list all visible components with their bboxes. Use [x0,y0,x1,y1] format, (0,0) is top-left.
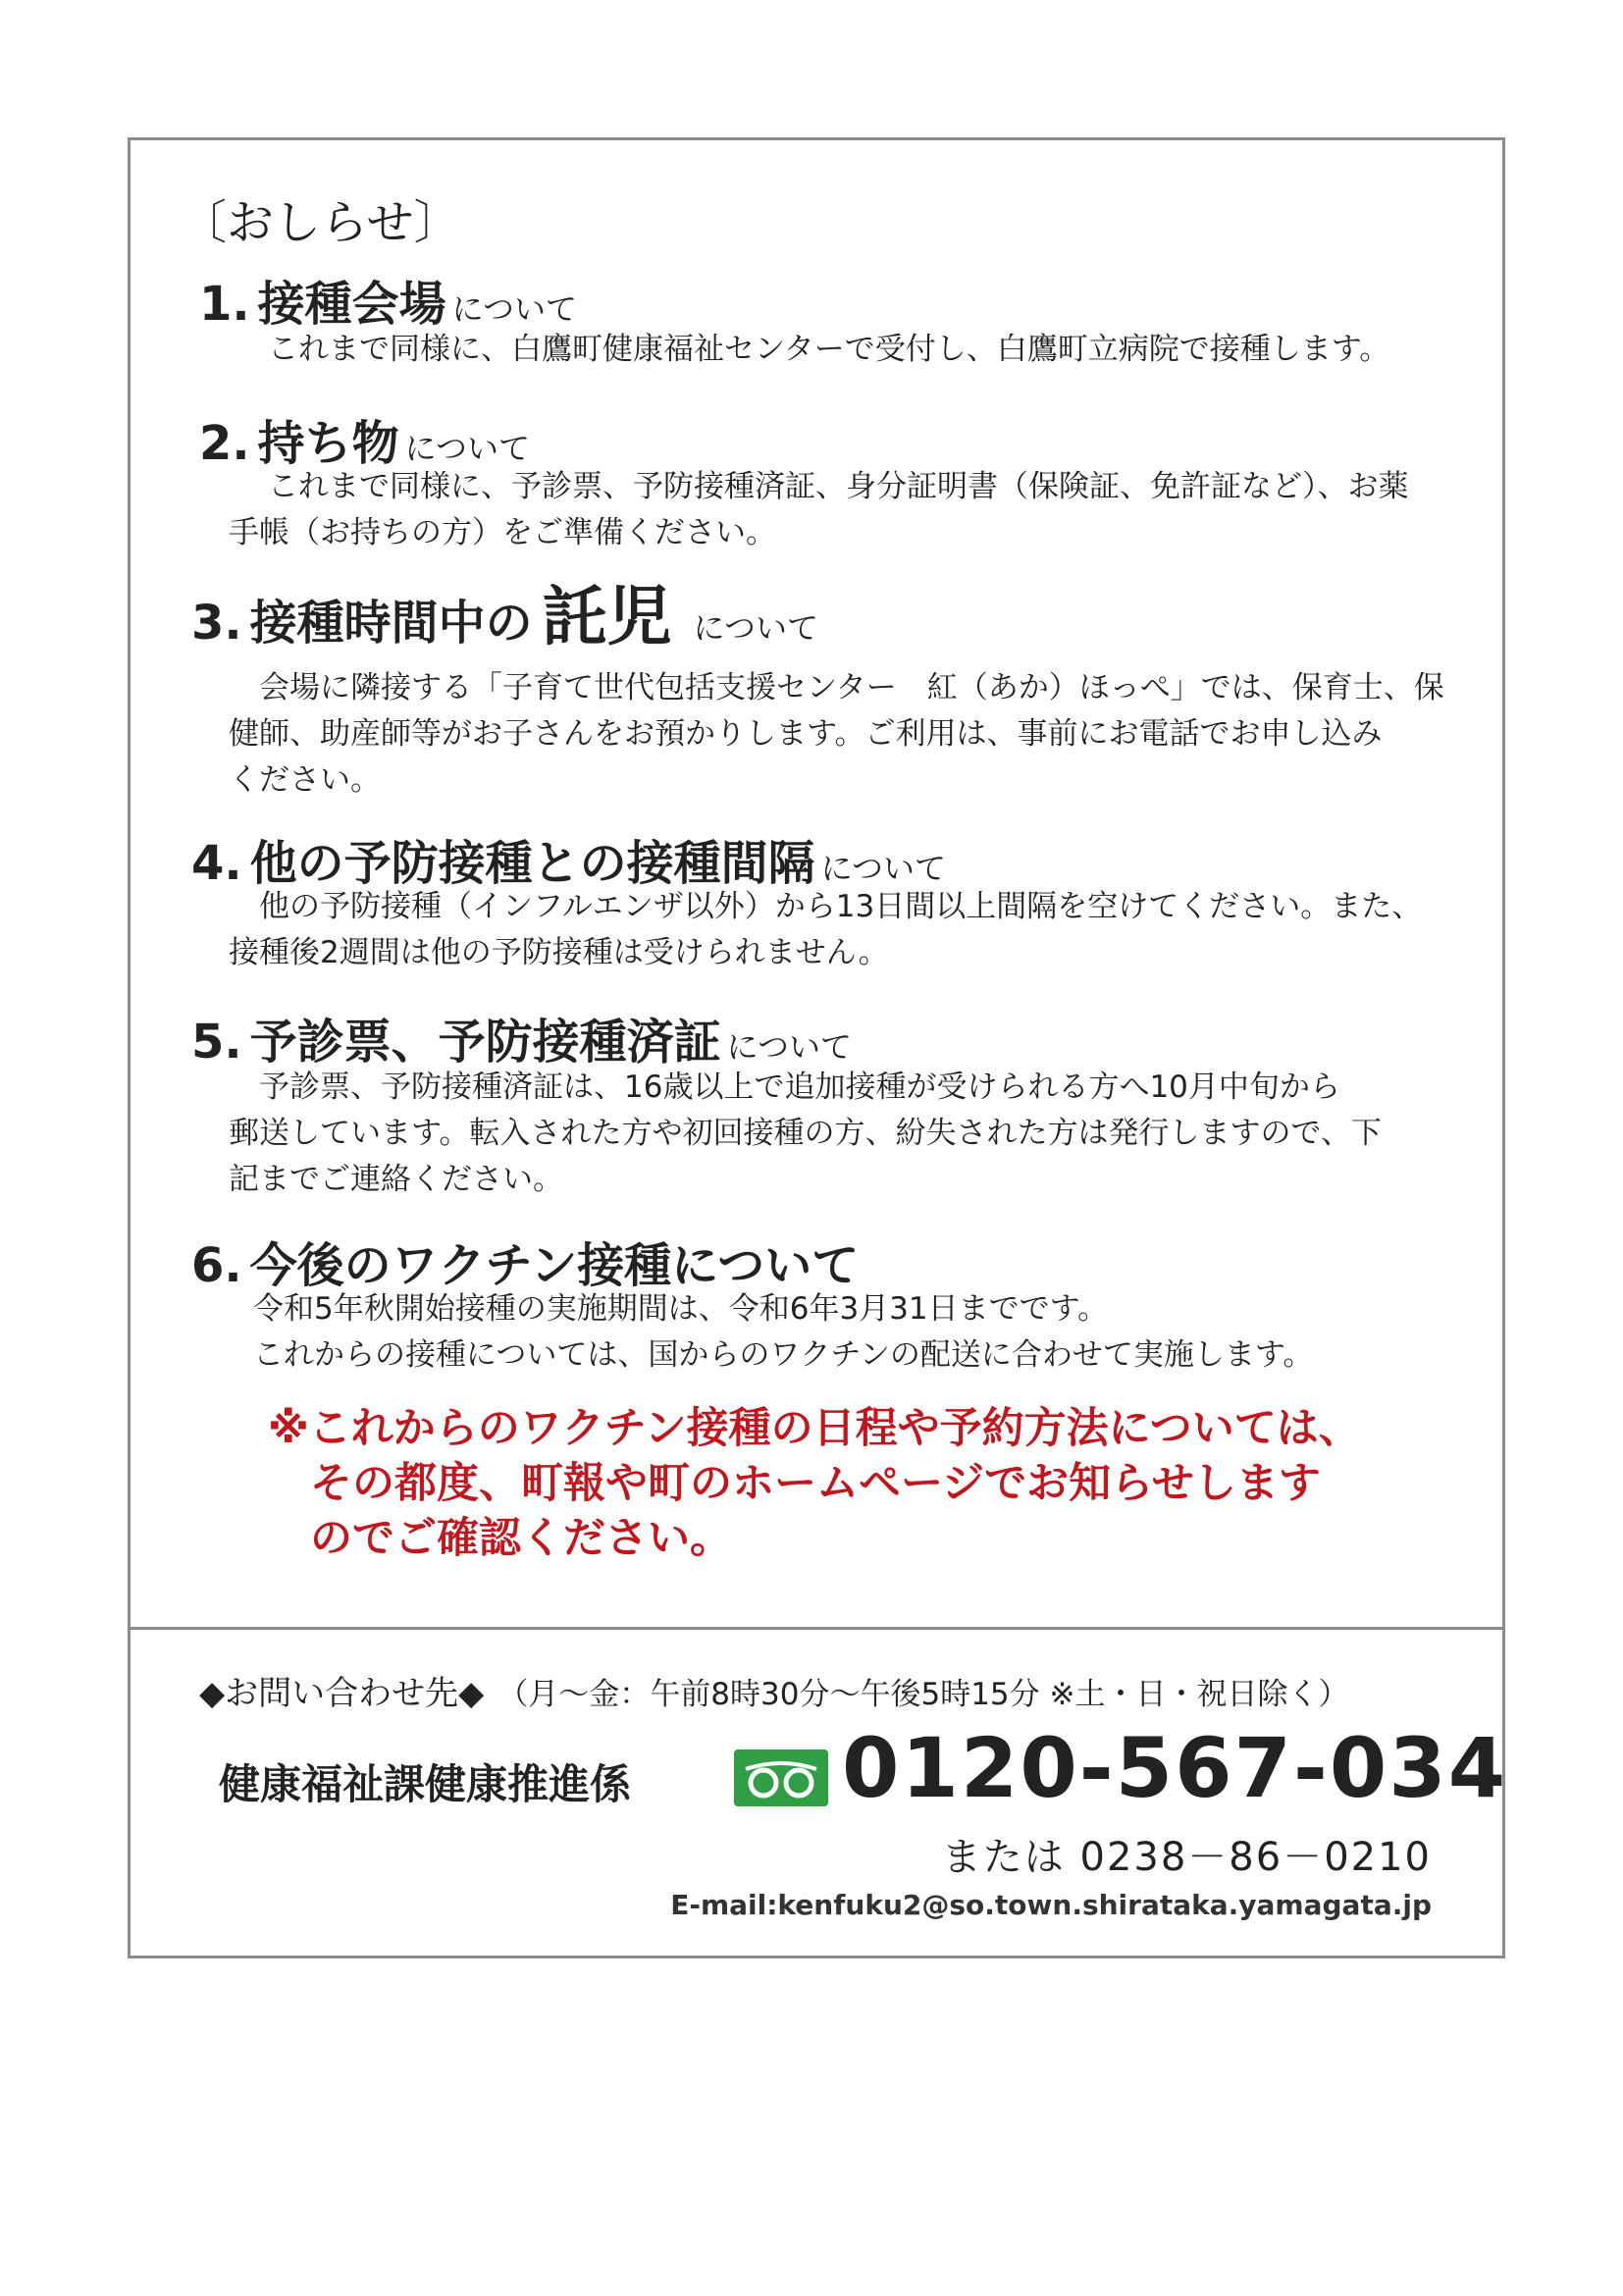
section-3-heading [191,564,818,657]
divider [131,1627,1502,1630]
section-number: 3. [191,596,242,651]
contact-title: ◆お問い合わせ先◆ [199,1674,485,1713]
section-6-body: 令和5年秋開始接種の実施期間は、令和6年3月31日までです。 これからの接種については、国からのワクチンの配送に合わせて実施します。 [253,1291,1314,1373]
section-title: 他の予防接種との接種間隔 [249,836,815,891]
section-title-emphasis: 託児 [542,579,672,654]
notice-frame [128,137,1508,1958]
section-title: 予診票、予防接種済証 [249,1015,721,1070]
freedial-icon [734,1749,828,1806]
section-suffix: について [726,1028,853,1066]
section-1-heading [199,266,577,334]
section-1-body: これまで同様に、白鷹町健康福祉センターで受付し、白鷹町立病院で接種します。 [268,332,1390,367]
department-name: 健康福祉課健康推進係 [219,1760,632,1808]
section-title: 接種時間中の [249,596,533,651]
section-title: 持ち物 [257,416,399,471]
section-number: 5. [191,1015,242,1070]
phone-number[interactable]: 0120-567-034 [842,1720,1508,1816]
freedial-icon-graphic [734,1749,828,1806]
section-5-heading [191,1004,852,1071]
section-3-body: 会場に隣接する「子育て世代包括支援センター 紅（あか）ほっぺ」では、保育士、保 健師、助産師等がお子さんをお預かりします。ご利用は、事前にお電話でお申し込み ください。 [229,670,1444,798]
section-title: 接種会場 [257,277,446,332]
section-number: 6. [191,1238,242,1293]
section-suffix: について [451,290,578,328]
section-title: 今後のワクチン接種について [249,1238,860,1293]
section-suffix: について [820,850,947,887]
section-suffix: について [404,430,531,467]
alert-message: ※これからのワクチン接種の日程や予約方法については、 その都度、町報や町のホームページでお知らせします のでご確認ください。 [268,1404,1361,1563]
section-5-body: 予診票、予防接種済証は、16歳以上で追加接種が受けられる方へ10月中旬から 郵送しています。転入された方や初回接種の方、紛失された方は発行しますので、下 記までご連絡ください。 [229,1070,1382,1197]
section-2-heading [199,405,530,473]
section-number: 1. [199,277,250,332]
section-2-body: これまで同様に、予診票、予防接種済証、身分証明書（保険証、免許証など）、お薬 手帳（お持ちの方）をご準備ください。 [229,469,1409,550]
section-number: 4. [191,836,242,891]
section-6-heading [191,1227,864,1295]
contact-heading [199,1666,1348,1714]
alt-phone-number[interactable]: または 0238－86－0210 [941,1835,1432,1880]
section-suffix: について [693,609,819,647]
contact-hours: （月～金：午前8時30分～午後5時15分 ※土・日・祝日除く） [497,1677,1349,1712]
section-4-heading [191,825,946,893]
email-address[interactable]: E-mail:kenfuku2@so.town.shirataka.yamagata.jp [670,1889,1432,1921]
section-4-body: 他の予防接種（インフルエンザ以外）から13日間以上間隔を空けてください。また、 接種後2週間は他の予防接種は受けられません。 [229,889,1423,970]
section-number: 2. [199,416,250,471]
notice-label: 〔おしらせ〕 [180,195,461,250]
